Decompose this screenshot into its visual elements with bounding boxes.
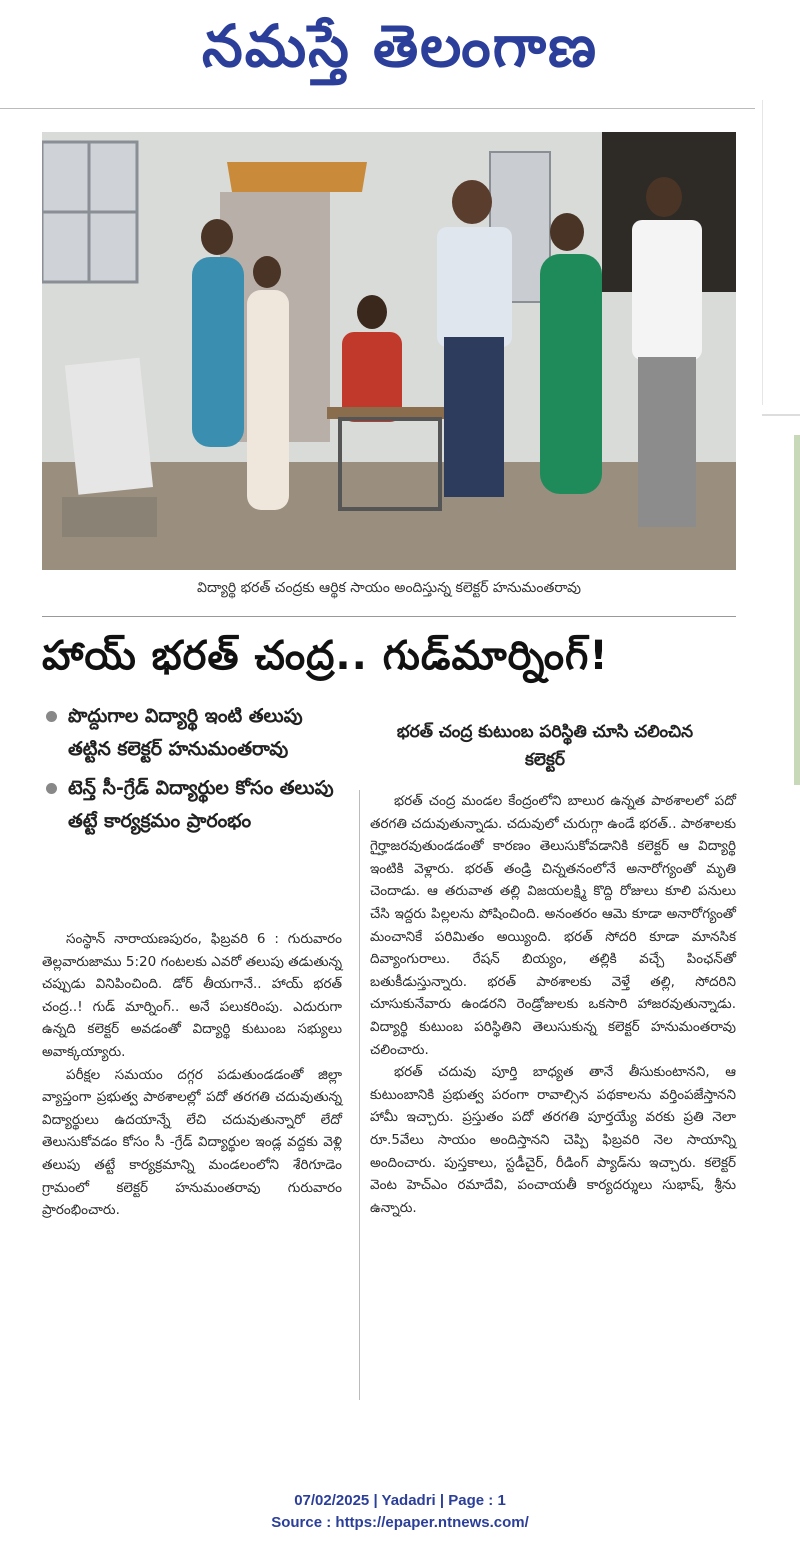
body-paragraph: పరీక్షల సమయం దగ్గర పడుతుండడంతో జిల్లా వ్యాప్తంగా ప్రభుత్వ పాఠశాలల్లో పదో తరగతి చదువుతున్న విద్యార్థులు ఉదయాన్నే లేచి చదువుతున్నారో లేదో తెలుసుకోవడం కోసం సీ -గ్రేడ్ విద్యార్థుల ఇండ్ల వద్దకు వెళ్లి తలుపు తట్టే కార్యక్రమాన్ని మండలంలోని శేరిగూడెం గ్రామంలో కలెక్టర్ హనుమంతరావు గురువారం ప్రారంభించారు. xyxy=(42,1066,342,1219)
left-column-body xyxy=(42,928,342,1222)
body-paragraph: భరత్ చదువు పూర్తి బాధ్యత తానే తీసుకుంటానని, ఆ కుటుంబానికి ప్రభుత్వ పరంగా రావాల్సిన పథకాలను వర్తింపజేస్తానని హామీ ఇచ్చారు. ప్రస్తుతం పదో తరగతి పూర్తయ్యే వరకు ప్రతి నెలా రూ.5వేలు సాయం అందిస్తానని చెప్పి ఫిబ్రవరి నెల సాయాన్ని అందించారు. పుస్తకాలు, స్టడీచైర్, రీడింగ్ ప్యాడ్‌ను ఇచ్చారు. కలెక్టర్ వెంట హెచ్‌ఎం రమాదేవి, పంచాయతీ కార్యదర్శులు సుభాష్, శ్రీను ఉన్నారు. xyxy=(370,1064,736,1216)
footer-date-edition: 07/02/2025 | Yadadri | Page : 1 xyxy=(294,1492,506,1509)
top-divider xyxy=(0,108,755,109)
page-footer xyxy=(0,1490,800,1534)
highlight-text: టెన్త్ సీ-గ్రేడ్ విద్యార్థుల కోసం తలుపు తట్టే కార్యక్రమం ప్రారంభం xyxy=(68,777,334,832)
article-subheading: భరత్ చంద్ర కుటుంబ పరిస్థితి చూసి చలించిన కలెక్టర్ xyxy=(396,722,694,770)
newspaper-logo-title: నమస్తే తెలంగాణ xyxy=(202,12,598,80)
adjacent-article-edge xyxy=(762,100,800,1440)
right-column-body xyxy=(370,790,736,1219)
highlights-list xyxy=(42,700,342,844)
article-headline: హాయ్ భరత్ చంద్ర.. గుడ్‌మార్నింగ్! xyxy=(42,633,609,679)
masthead xyxy=(0,0,800,100)
body-paragraph: సంస్థాన్ నారాయణపురం, ఫిబ్రవరి 6 : గురువారం తెల్లవారుజాము 5:20 గంటలకు ఎవరో తలుపు తడుతున్న చప్పుడు వినిపించింది. డోర్ తీయగానే.. హాయ్ భరత్ చంద్ర..! గుడ్ మార్నింగ్.. అనే పలుకరింపు. ఎదురుగా ఉన్నది కలెక్టర్ అవడంతో విద్యార్థి కుటుంబ సభ్యులు అవాక్కయ్యారు. xyxy=(42,931,342,1060)
photo-caption: విద్యార్థి భరత్ చంద్రకు ఆర్థిక సాయం అందిస్తున్న కలెక్టర్ హనుమంతరావు xyxy=(196,580,581,596)
footer-source: Source : https://epaper.ntnews.com/ xyxy=(271,1514,529,1531)
body-paragraph: భరత్ చంద్ర మండల కేంద్రంలోని బాలుర ఉన్నత పాఠశాలలో పదో తరగతి చదువుతున్నాడు. చదువులో చురుగ్గా ఉండే భరత్.. పాఠశాలకు గైర్హాజరవుతుండడంతో కారణం తెలుసుకోవడానికి కలెక్టర్ ఆ విద్యార్థి ఇంటికి వెళ్లారు. భరత్ తండ్రి చిన్నతనంలోనే అనారోగ్యంతో మృతి చెందాడు. ఆ తరువాత తల్లి విజయలక్ష్మి కొద్ది రోజులు కూలి పనులు చేసి ఇద్దరు పిల్లలను పోషించింది. అనంతరం ఆమె కూడా అనారోగ్యంతో మంచానికే పరిమితం అయ్యింది. భరత్ సోదరి కూడా మానసిక దివ్యాంగురాలు. రేషన్ బియ్యం, తల్లికి వచ్చే పింఛన్‌తో బతుకీడుస్తున్నారు. భరత్ పాఠశాలకు వెళ్తే తల్లి, సోదరిని చూసుకునేవారు ఉండరని రెండ్రోజులకు ఒకసారి హాజరవుతున్నాడు. విద్యార్థి కుటుంబ పరిస్థితిని తెలుసుకున్న కలెక్టర్ హనుమంతరావు చలించారు. xyxy=(370,793,736,1058)
headline-divider xyxy=(42,616,736,617)
highlight-item xyxy=(42,700,342,766)
highlight-text: పొద్దుగాల విద్యార్థి ఇంటి తలుపు తట్టిన కలెక్టర్ హనుమంతరావు xyxy=(68,705,303,760)
adjacent-edge-graphic xyxy=(762,100,800,1440)
highlight-item xyxy=(42,772,342,838)
bullet-icon xyxy=(46,711,57,722)
photo-icon xyxy=(42,132,736,570)
column-divider xyxy=(359,790,360,1400)
bullet-icon xyxy=(46,783,57,794)
article-photo xyxy=(42,132,736,570)
